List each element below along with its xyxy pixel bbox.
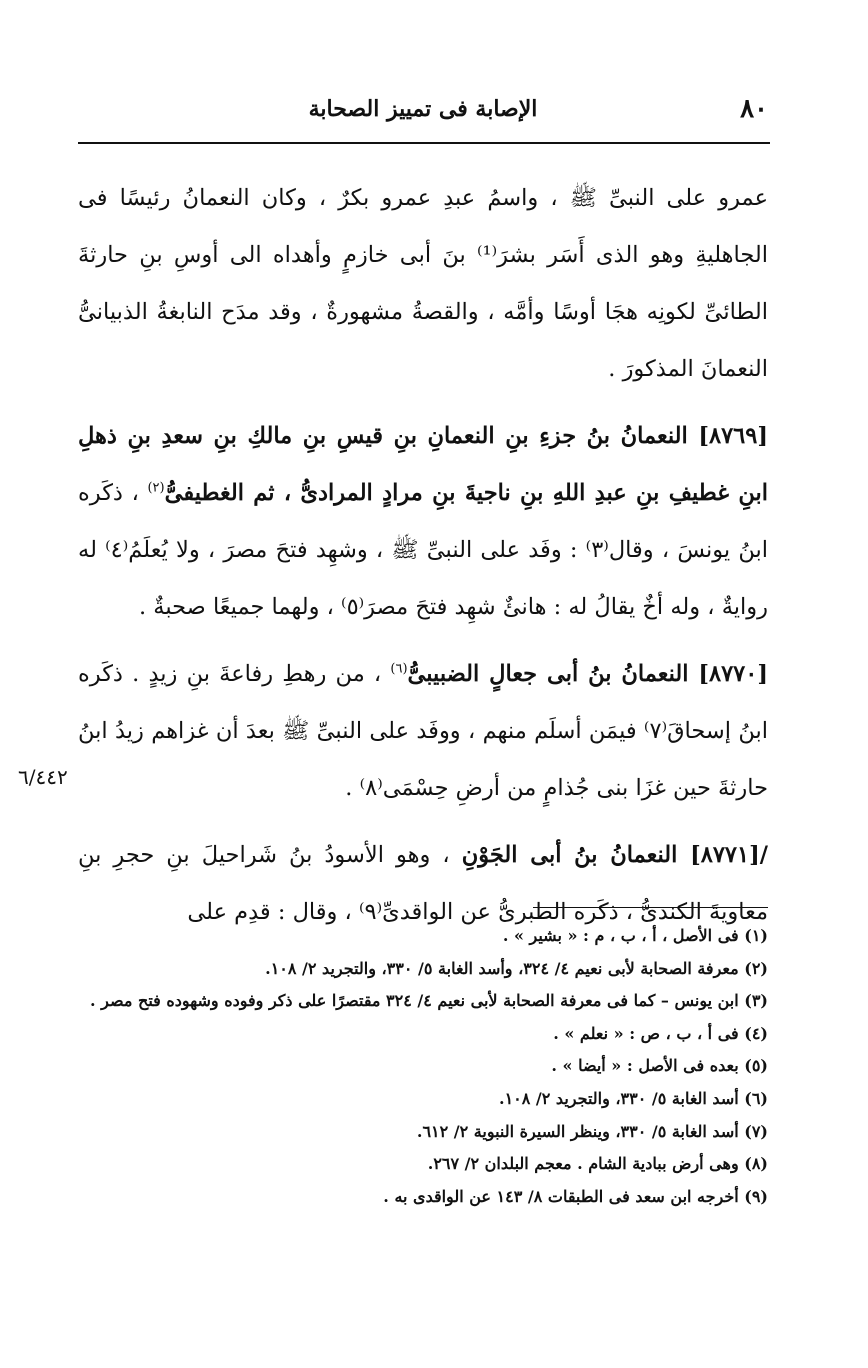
main-text <box>78 170 768 951</box>
footnote: (٢) معرفة الصحابة لأبى نعيم ٤/ ٣٢٤، وأسد الغابة ٥/ ٣٣٠، والتجريد ٢/ ١٠٨. <box>265 958 768 978</box>
footnote: (٥) بعده فى الأصل : « أيضا » . <box>551 1056 768 1076</box>
entry-heading: [٨٧٧٠] النعمانُ بنُ أبى جعالٍ الضبيبىُّ <box>407 661 768 687</box>
footnote: (٣) ابن يونس – كما فى معرفة الصحابة لأبى نعيم ٤/ ٣٢٤ مقتصرًا على ذكر وفوده وشهوده فتح مصر . <box>90 991 768 1011</box>
footnote: (٦) أسد الغابة ٥/ ٣٣٠، والتجريد ٢/ ١٠٨. <box>498 1088 768 1108</box>
running-header <box>78 92 768 142</box>
footnote-ref: (٦) <box>390 661 408 677</box>
entry-8770 <box>78 646 768 817</box>
footnote-divider <box>533 907 768 908</box>
margin-page-reference: ٦/٤٤٢ <box>18 765 68 789</box>
entry-8769 <box>78 408 768 636</box>
entry-text: ، من رهطِ رفاعةَ بنِ زيدٍ . ذكَره ابنُ إسحاقَ⁽٧⁾ فيمَن أسلَم منهم ، ووفَد على النبىِّ ﷺ بعدَ أن غزاهم زيدُ ابنُ حارثةَ حين غزَا بنى جُذامٍ من أرضِ حِسْمَى⁽٨⁾ . <box>78 661 768 801</box>
entry-heading: /[٨٧٧١] النعمانُ بنُ أبى الجَوْنِ <box>461 842 768 868</box>
footnotes <box>78 920 768 1213</box>
entry-text: ، وهو الأسودُ بنُ شَراحيلَ بنِ حجرِ بنِ معاويةَ الكندىُّ ، ذكَره الطبرىُّ عن الواقدىِّ⁽٩⁾ ، وقال : قدِم على <box>78 842 768 925</box>
header-divider <box>78 142 770 144</box>
entry-heading: [٨٧٦٩] النعمانُ بنُ جزءِ بنِ النعمانِ بنِ قيسِ بنِ مالكِ بنِ سعدِ بنِ ذهلِ ابنِ غطيفِ بنِ عبدِ اللهِ بنِ ناجيةَ بنِ مرادٍ المرادىُّ ، ثم الغطيفىُّ <box>78 423 768 506</box>
footnote: (٩) أخرجه ابن سعد فى الطبقات ٨/ ١٤٣ عن الواقدى به . <box>383 1186 768 1206</box>
running-title: الإصابة فى تمييز الصحابة <box>308 96 538 122</box>
footnote: (٧) أسد الغابة ٥/ ٣٣٠، وينظر السيرة النبوية ٢/ ٦١٢. <box>416 1121 768 1141</box>
footnote: (١) فى الأصل ، أ ، ب ، م : « بشير » . <box>502 926 768 945</box>
paragraph-intro: عمرو على النبىِّ ﷺ ، واسمُ عبدِ عمرو بكرٌ ، وكان النعمانُ رئيسًا فى الجاهليةِ وهو الذى أَسَر بشرَ⁽¹⁾ بنَ أبى خازمٍ وأهداه الى أوسِ بنِ حارثةَ الطائىِّ لكونِه هجَا أوسًا وأمَّه ، والقصةُ مشهورةٌ ، وقد مدَح النابغةُ الذبيانىُّ النعمانَ المذكورَ . <box>78 185 768 382</box>
footnote: (٨) وهى أرض ببادية الشام . معجم البلدان ٢/ ٢٦٧. <box>427 1154 768 1174</box>
entry-text: ، ذكَره ابنُ يونسَ ، وقال⁽٣⁾ : وفَد على النبىِّ ﷺ ، وشهِد فتحَ مصرَ ، ولا يُعلَمُ⁽٤⁾ له روايةٌ ، وله أخٌ يقالُ له : هانئٌ شهِد فتحَ مصرَ⁽٥⁾ ، ولهما جميعًا صحبةٌ . <box>78 480 768 620</box>
page-number: ٨٠ <box>740 94 768 124</box>
footnote-ref: (٢) <box>147 480 165 496</box>
footnote: (٤) فى أ ، ب ، ص : « نعلم » . <box>553 1023 768 1043</box>
